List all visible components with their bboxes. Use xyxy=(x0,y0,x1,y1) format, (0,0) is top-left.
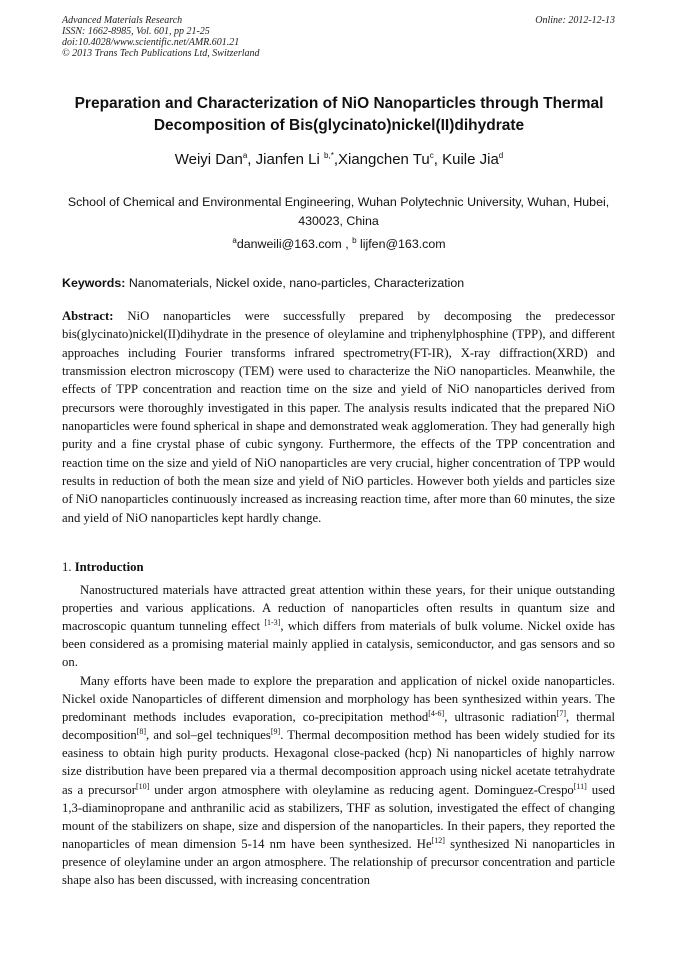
citation: [4-6] xyxy=(428,708,445,718)
citation: [12] xyxy=(431,835,445,845)
para-text: , ultrasonic radiation xyxy=(444,710,557,725)
copyright-line: © 2013 Trans Tech Publications Ltd, Switzerland xyxy=(62,48,260,59)
online-date: Online: 2012-12-13 xyxy=(535,15,615,26)
author-sup: b,* xyxy=(324,151,334,160)
author-name: Kuile Jia xyxy=(442,151,499,168)
para-text: Nanostructured materials have attracted great attention within these years, for their unique outstanding properties and various applications. A reduction of nanoparticles often results in quantum size and macroscopic quantum tunneling effect xyxy=(62,583,615,634)
para-text: . Thermal decomposition method has been widely studied for its easiness to obtain high purity products. Hexagonal close-packed (hcp) Ni nanoparticles of highly narrow size distribution have been prepared via a thermal decomposition approach using nickel acetate tetrahydrate as a precursor xyxy=(62,728,615,797)
email-a[interactable]: danweili@163.com xyxy=(236,237,342,251)
doi-line: doi:10.4028/www.scientific.net/AMR.601.21 xyxy=(62,37,240,48)
author-name: Xiangchen Tu xyxy=(338,151,430,168)
email-sup: b xyxy=(352,235,357,245)
author-sup: d xyxy=(498,151,504,160)
citation: [9] xyxy=(270,727,281,737)
abstract-label: Abstract: xyxy=(62,309,114,323)
abstract-text: NiO nanoparticles were successfully prepared by decomposing the predecessor bis(glycinato)nickel(II)dihydrate in the presence of oleylamine and triphenylphosphine (TPP), and different approaches including Fourier transforms infrared spectrometry(FT-IR), X-ray diffraction(XRD) and transmission electron microscopy (TEM) were used to characterize the NiO nanoparticles. Meanwhile, the effects of TPP concentration and reaction time on the size and yield of NiO nanoparticles derived from precursors were thoroughly investigated in this paper. The analysis results indicated that the prepared NiO nanoparticles were found spherical in shape and demonstrated weak agglomeration. They had generally high purity and a fine crystal phase of cubic syngony. Furthermore, the effects of the TPP concentration and reaction time on the size and yield of NiO nanoparticles are very crucial, higher concentration of TPP would results in reduction of both the mean size and yield of NiO particles. However both yields and particles size of NiO nanoparticles continuously increased as increasing reaction time, after more than 60 minutes, the size and yield of NiO nanoparticles kept hardly change. xyxy=(62,309,615,525)
para-text: , which differs from materials of bulk volume. Nickel oxide has been considered as a promising material mainly applied in catalysis, semiconductor, and gas sensors and so on. xyxy=(62,619,615,670)
email-sup: a xyxy=(232,235,237,245)
journal-header xyxy=(62,15,615,59)
section-separator: . xyxy=(68,560,75,574)
author-name: Jianfen Li xyxy=(255,151,320,168)
para-text: used 1,3-diaminopropane and anthranilic acid as stabilizers, THF as solution, investigated the effect of changing mount of the stabilizers on shape, size and dispersion of the nanoparticles. In their papers, they reported the nanoparticles of mean dimension 5-14 nm have been synthesized. He xyxy=(62,782,615,851)
author-name: Weiyi Dan xyxy=(174,151,243,168)
intro-paragraph-2 xyxy=(62,672,615,889)
affiliation: School of Chemical and Environmental Engineering, Wuhan Polytechnic University, Wuhan, Hubei, 430023, China xyxy=(67,195,610,228)
intro-paragraph-1 xyxy=(62,581,615,671)
paper-title: Preparation and Characterization of NiO Nanoparticles through Thermal Decomposition of Bis(glycinato)nickel(II)dihydrate xyxy=(74,95,604,134)
citation: [11] xyxy=(573,781,587,791)
citation: [1-3] xyxy=(264,617,281,627)
para-text: under argon atmosphere with oleylamine as reducing agent. Dominguez-Crespo xyxy=(149,782,574,797)
section-number: 1 xyxy=(62,560,69,574)
author-list: Weiyi Dan$^a$, Jianfen Li $^{b,*}$,Xiangchen Tu$^c$, Kuile Jia$^d$ xyxy=(174,151,504,168)
keywords-text: Nanomaterials, Nickel oxide, nano-particles, Characterization xyxy=(128,276,465,290)
citation: [7] xyxy=(556,708,566,718)
para-text: , and sol–gel techniques xyxy=(146,728,271,743)
abstract xyxy=(62,307,615,527)
author-sup: c xyxy=(429,151,434,160)
citation: [10] xyxy=(136,781,150,791)
section-title: Introduction xyxy=(74,560,144,574)
keywords xyxy=(62,274,615,292)
para-text: , thermal decomposition xyxy=(62,710,615,743)
keywords-label: Keywords: xyxy=(62,276,126,290)
para-text: Many efforts have been made to explore the preparation and application of nickel oxide nanoparticles. Nickel oxide Nanoparticles of different dimension and morphology has been synthesized within years. The predominant methods includes evaporation, co-precipitation method xyxy=(62,674,615,725)
issn-line: ISSN: 1662-8985, Vol. 601, pp 21-25 xyxy=(62,26,210,37)
citation: [8] xyxy=(136,727,147,737)
email-b[interactable]: lijfen@163.com xyxy=(359,237,446,251)
journal-name: Advanced Materials Research xyxy=(62,15,183,26)
email-line xyxy=(0,235,678,253)
author-sup: a xyxy=(242,151,248,160)
section-heading xyxy=(62,558,615,576)
email-separator: , xyxy=(341,237,353,251)
para-text: synthesized Ni nanoparticles in presence of oleylamine under an argon atmosphere. The relationship of precursor concentration and particle shape also has been discussed, with increasing concentration xyxy=(62,836,616,888)
